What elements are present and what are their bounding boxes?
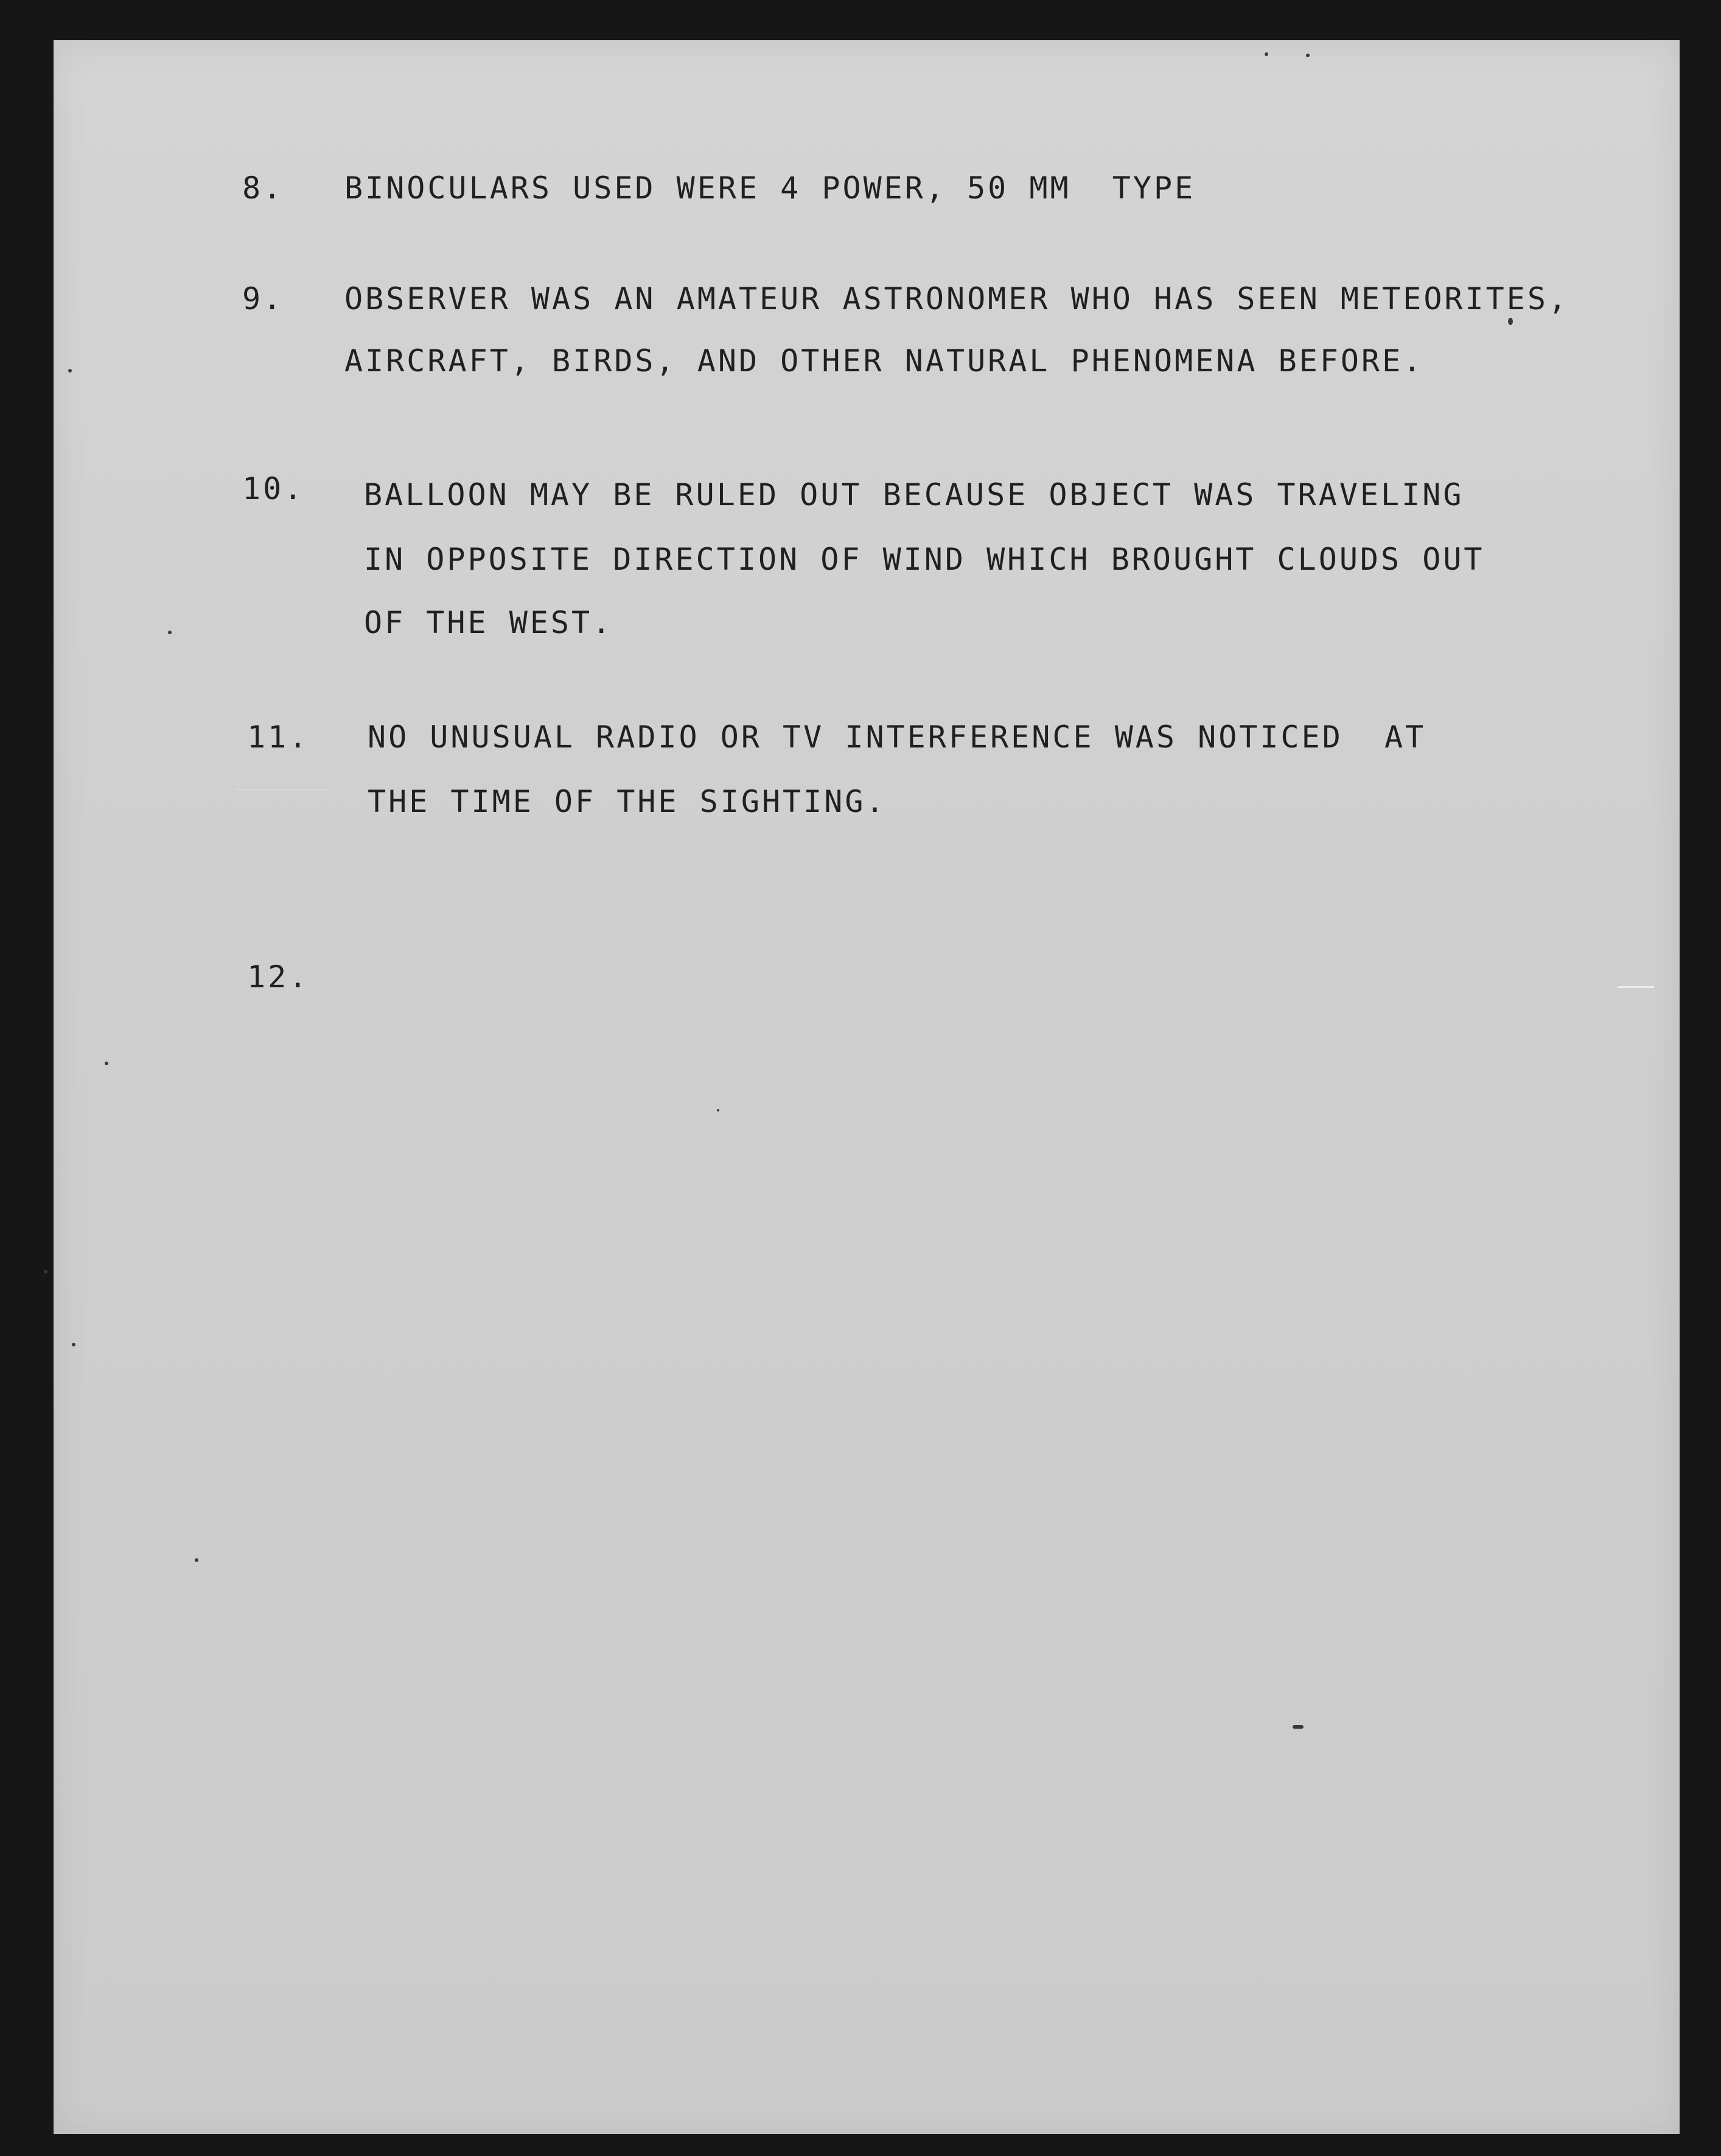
item-11-line-2: THE TIME OF THE SIGHTING. [368,784,887,819]
scan-speck [1265,52,1268,56]
item-number-11: 11. [247,719,310,755]
item-9-line-2: AIRCRAFT, BIRDS, AND OTHER NATURAL PHENOMENA BEFORE. [344,343,1424,379]
scan-speck [72,1343,75,1346]
scan-speck [717,1109,719,1111]
item-10-line-3: OF THE WEST. [364,605,613,640]
item-10-line-2: IN OPPOSITE DIRECTION OF WIND WHICH BROUGHT CLOUDS OUT [364,542,1485,577]
scan-speck [68,369,72,373]
scan-speck [44,1270,47,1273]
item-9-line-1: OBSERVER WAS AN AMATEUR ASTRONOMER WHO HAS SEEN METEORITES, [344,281,1569,317]
item-10-line-1: BALLOON MAY BE RULED OUT BECAUSE OBJECT WAS TRAVELING [364,477,1464,513]
scan-speck [168,631,172,634]
scan-speck [1306,54,1310,57]
edge-reflection [1618,986,1654,988]
scan-speck [105,1062,108,1065]
scan-speck [195,1558,198,1562]
item-number-9: 9. [242,281,284,317]
edge-reflection [236,789,327,790]
item-11-line-1: NO UNUSUAL RADIO OR TV INTERFERENCE WAS NOTICED AT [368,719,1426,755]
typewritten-page [54,40,1680,2134]
item-number-10: 10. [242,471,305,506]
item-number-12: 12. [247,959,310,995]
scan-speck [1293,1725,1304,1729]
item-number-8: 8. [242,170,284,206]
scan-speck [1508,318,1513,325]
item-8-line-1: BINOCULARS USED WERE 4 POWER, 50 MM TYPE [344,170,1196,206]
